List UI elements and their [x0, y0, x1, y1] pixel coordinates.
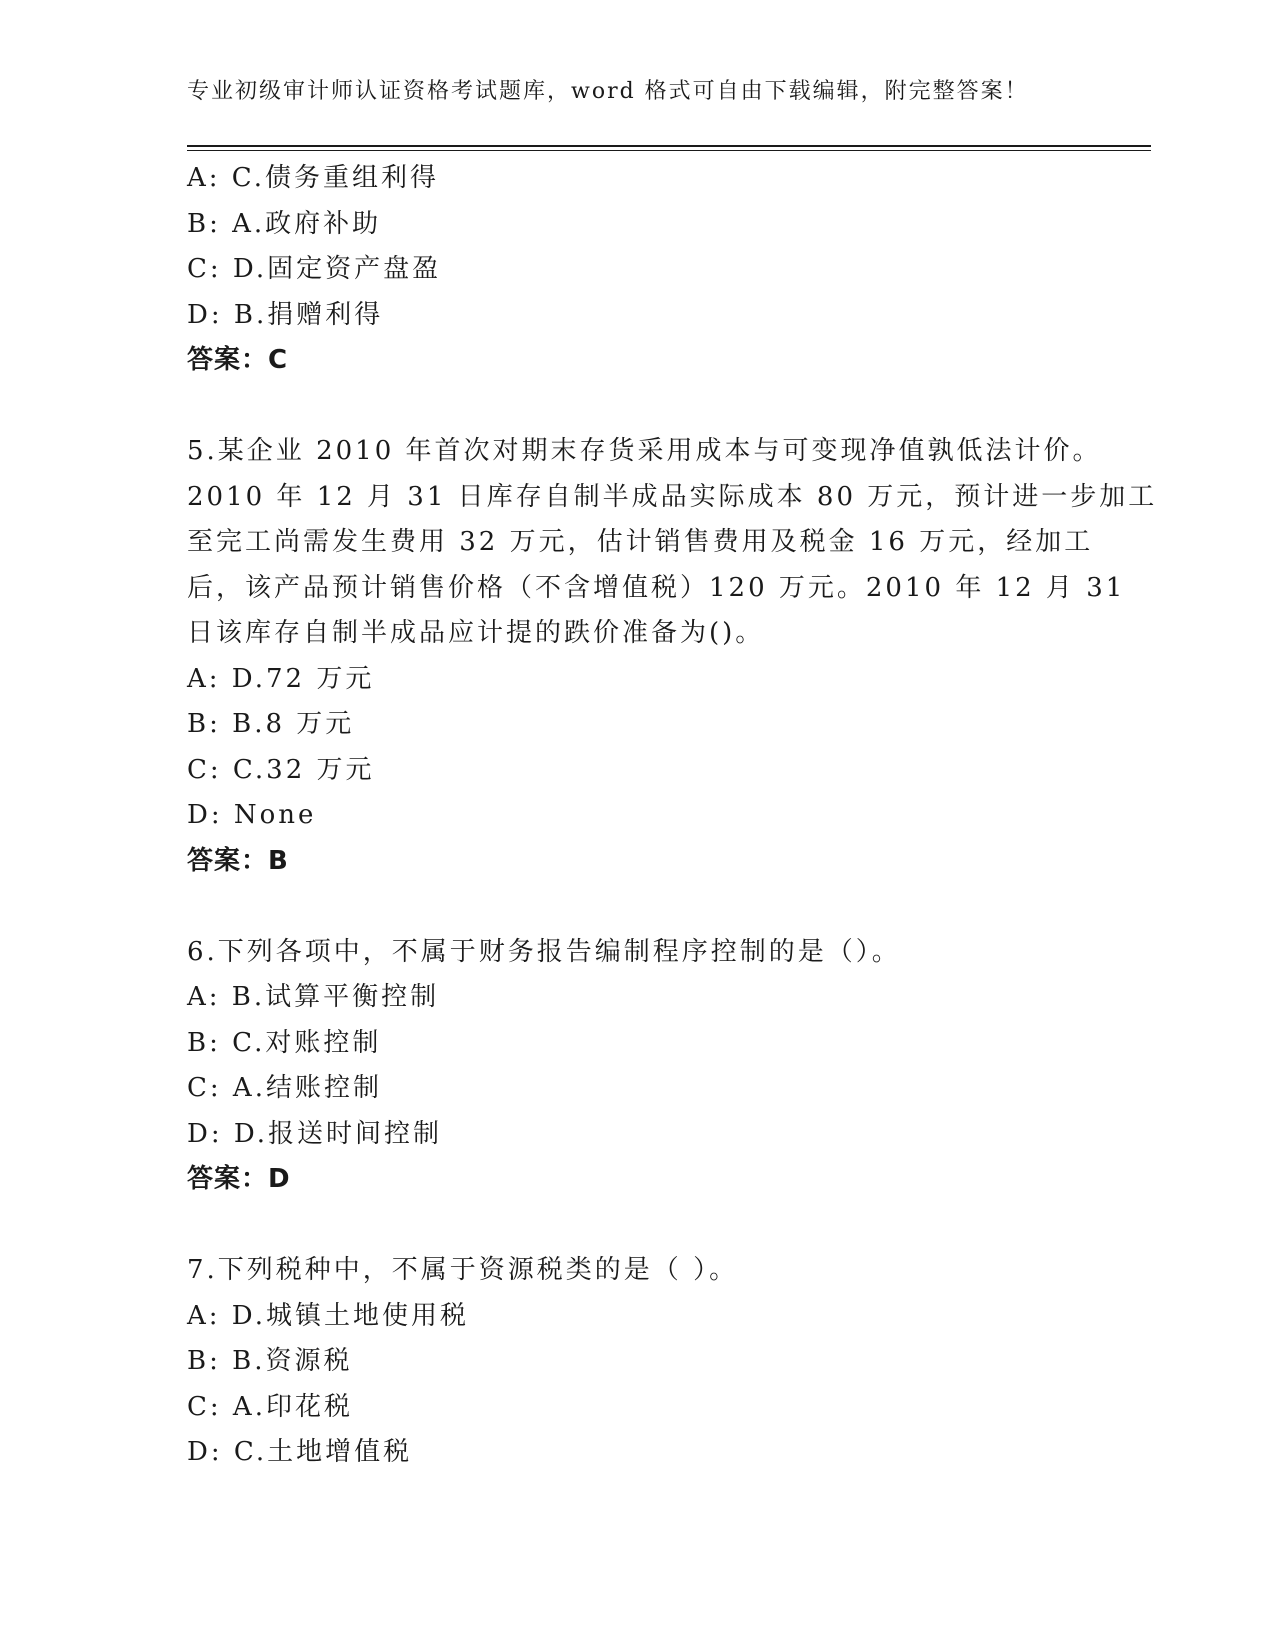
question-text: 2010 年 12 月 31 日库存自制半成品实际成本 80 万元，预计进一步加工	[187, 481, 1158, 512]
spacer	[187, 1203, 1087, 1249]
question-text: 6.下列各项中，不属于财务报告编制程序控制的是（）。	[187, 936, 901, 967]
spacer	[187, 884, 1087, 930]
option-a: A: D.72 万元	[187, 663, 375, 694]
option-b: B: B.8 万元	[187, 709, 355, 739]
option-d: D: B.捐赠利得	[187, 299, 384, 330]
option-c: C: A.结账控制	[187, 1073, 382, 1103]
answer: 答案：D	[187, 1164, 291, 1194]
question-block-7	[187, 1248, 1087, 1476]
option-b: B: A.政府补助	[187, 208, 382, 239]
document-header: 专业初级审计师认证资格考试题库，word 格式可自由下载编辑，附完整答案！	[187, 79, 1029, 104]
header-rule-thick	[187, 145, 1151, 147]
option-b: B: C.对账控制	[187, 1027, 382, 1058]
option-d: D: None	[187, 800, 317, 830]
question-text: 至完工尚需发生费用 32 万元，估计销售费用及税金 16 万元，经加工	[187, 527, 1094, 557]
option-d: D: C.土地增值税	[187, 1437, 413, 1467]
option-c: C: A.印花税	[187, 1391, 353, 1422]
question-block-5	[187, 429, 1158, 884]
option-b: B: B.资源税	[187, 1346, 353, 1376]
option-a: A: D.城镇土地使用税	[187, 1300, 469, 1331]
answer: 答案：B	[187, 845, 289, 876]
spacer	[187, 384, 1087, 430]
option-c: C: D.固定资产盘盈	[187, 254, 442, 284]
option-d: D: D.报送时间控制	[187, 1118, 443, 1149]
question-block-6	[187, 930, 1087, 1203]
question-block-4	[187, 156, 1087, 384]
header-rule-thin	[187, 150, 1151, 151]
question-text: 日该库存自制半成品应计提的跌价准备为()。	[187, 618, 765, 648]
answer: 答案：C	[187, 345, 289, 375]
question-text: 5.某企业 2010 年首次对期末存货采用成本与可变现净值孰低法计价。	[187, 436, 1102, 466]
option-c: C: C.32 万元	[187, 754, 375, 785]
option-a: A: B.试算平衡控制	[187, 982, 440, 1012]
question-text: 后，该产品预计销售价格（不含增值税）120 万元。2010 年 12 月 31	[187, 572, 1126, 603]
option-a: A: C.债务重组利得	[187, 163, 440, 193]
question-text: 7.下列税种中，不属于资源税类的是（ ）。	[187, 1255, 739, 1285]
document-body	[187, 156, 1158, 1476]
